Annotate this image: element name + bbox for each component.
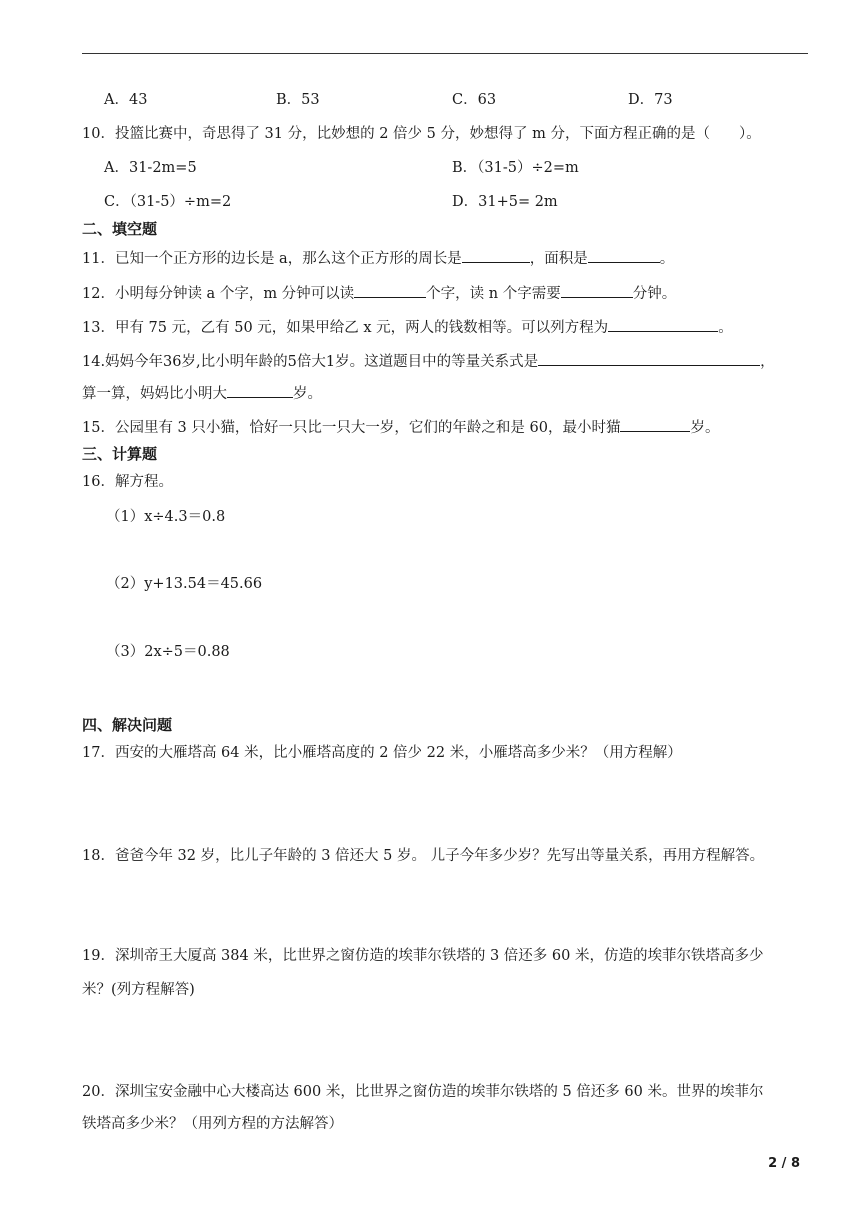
q12-text-b: 个字，读 n 个字需要 <box>426 286 561 302</box>
q16-item-1: （1）x÷4.3＝0.8 <box>106 509 226 525</box>
answer-blank[interactable] <box>354 282 426 298</box>
q13-text-b: 。 <box>718 320 733 336</box>
answer-blank[interactable] <box>462 247 530 263</box>
section-heading-calculation: 三、计算题 <box>82 445 158 463</box>
q10-option-a: A．31-2m=5 <box>104 160 197 176</box>
q9-option-c: C．63 <box>452 92 497 108</box>
q20-line1: 20．深圳宝安金融中心大楼高达 600 米，比世界之窗仿造的埃菲尔铁塔的 5 倍还多 60 米。世界的埃菲尔 <box>82 1084 764 1100</box>
q10-stem: 10．投篮比赛中，奇思得了 31 分，比妙想的 2 倍少 5 分，妙想得了 m 分，下面方程正确的是（ ）。 <box>82 126 761 142</box>
q14-text-a: 14.妈妈今年36岁,比小明年龄的5倍大1岁。这道题目中的等量关系式是 <box>82 354 539 370</box>
q11-text-a: 11．已知一个正方形的边长是 a，那么这个正方形的周长是 <box>82 251 462 267</box>
q20-line2: 铁塔高多少米？（用列方程的方法解答） <box>82 1116 343 1132</box>
q14-text-b: ， <box>760 354 775 370</box>
q10-option-d: D．31+5= 2m <box>452 194 558 210</box>
q15-text-a: 15．公园里有 3 只小猫，恰好一只比一只大一岁，它们的年龄之和是 60，最小时猫 <box>82 420 621 436</box>
q16-item-2: （2）y+13.54＝45.66 <box>106 576 263 592</box>
answer-blank[interactable] <box>538 350 760 366</box>
q11 <box>82 247 674 269</box>
q13-text-a: 13．甲有 75 元，乙有 50 元，如果甲给乙 x 元，两人的钱数相等。可以列方程为 <box>82 320 609 336</box>
q10-option-b: B．（31-5）÷2=m <box>452 160 579 176</box>
q14-line2 <box>82 382 322 404</box>
answer-blank[interactable] <box>227 382 293 398</box>
q18: 18．爸爸今年 32 岁，比儿子年龄的 3 倍还大 5 岁。 儿子今年多少岁？先写出等量关系，再用方程解答。 <box>82 848 765 864</box>
q12-text-a: 12．小明每分钟读 a 个字，m 分钟可以读 <box>82 286 355 302</box>
q10-option-c: C．（31-5）÷m=2 <box>104 194 232 210</box>
header-rule <box>82 53 808 54</box>
section-heading-problem-solving: 四、解决问题 <box>82 716 173 734</box>
q13 <box>82 316 733 338</box>
q17: 17．西安的大雁塔高 64 米，比小雁塔高度的 2 倍少 22 米，小雁塔高多少米？（用方程解） <box>82 745 682 761</box>
q15 <box>82 416 719 438</box>
page-number: 2 / 8 <box>768 1156 800 1171</box>
q14-text-d: 岁。 <box>293 386 322 402</box>
q9-option-d: D．73 <box>628 92 673 108</box>
q11-text-b: ，面积是 <box>529 251 588 267</box>
q9-option-a: A．43 <box>104 92 148 108</box>
q11-text-c: 。 <box>659 251 675 267</box>
q15-text-b: 岁。 <box>690 420 720 436</box>
answer-blank[interactable] <box>561 282 633 298</box>
q12 <box>82 282 676 304</box>
q14-line1 <box>82 350 775 372</box>
q16-stem: 16．解方程。 <box>82 474 173 490</box>
q19-line1: 19．深圳帝王大厦高 384 米，比世界之窗仿造的埃菲尔铁塔的 3 倍还多 60 米，仿造的埃菲尔铁塔高多少 <box>82 948 764 964</box>
q16-item-3: （3）2x÷5＝0.88 <box>106 644 230 660</box>
answer-blank[interactable] <box>620 416 690 432</box>
answer-blank[interactable] <box>608 316 718 332</box>
q9-option-b: B．53 <box>276 92 320 108</box>
q19-line2: 米？(列方程解答) <box>82 982 195 998</box>
q14-text-c: 算一算，妈妈比小明大 <box>82 386 227 402</box>
answer-blank[interactable] <box>588 247 660 263</box>
q12-text-c: 分钟。 <box>632 286 677 302</box>
section-heading-fill-blank: 二、填空题 <box>82 220 158 238</box>
